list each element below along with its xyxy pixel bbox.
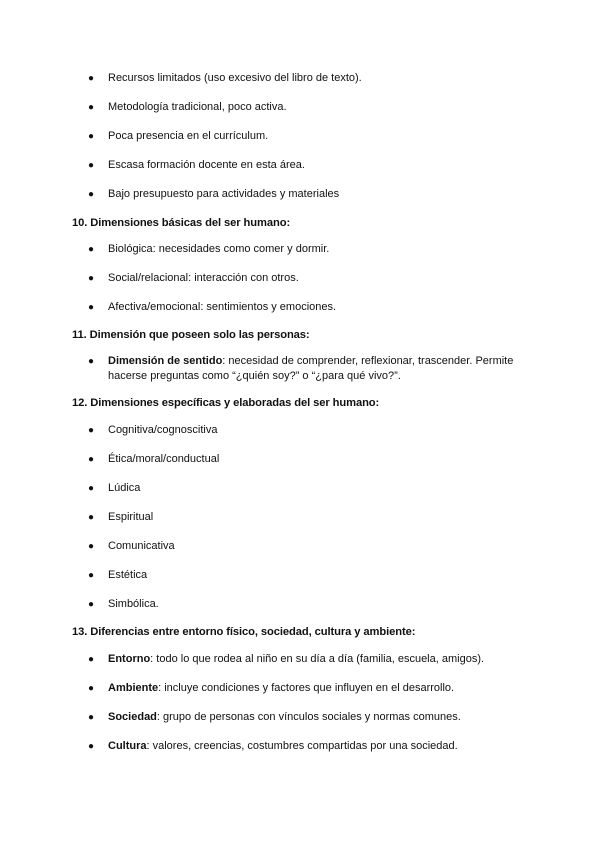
bullet-icon: ● xyxy=(88,570,95,581)
section-11-list xyxy=(72,354,540,384)
list-item: ● Lúdica xyxy=(88,482,141,494)
section-13-items xyxy=(72,652,540,754)
term: Sociedad xyxy=(108,711,157,723)
section-10 xyxy=(72,217,540,229)
top-list xyxy=(72,71,540,202)
section-10-list xyxy=(72,242,540,315)
section-12-items xyxy=(72,423,540,612)
list-item: ● Escasa formación docente en esta área. xyxy=(88,159,305,171)
section-heading: 12. Dimensiones específicas y elaboradas del ser humano: xyxy=(72,397,380,409)
list-item: ● Ambiente: incluye condiciones y factores que influyen en el desarrollo. xyxy=(88,682,455,694)
section-heading: 13. Diferencias entre entorno físico, sociedad, cultura y ambiente: xyxy=(72,626,416,638)
bullet-icon: ● xyxy=(88,356,95,367)
list-item: ● Dimensión de sentido: necesidad de comprender, reflexionar, trascender. Permite hacerse preguntas como “¿quién soy?” o “¿para qué vivo?”. xyxy=(88,355,514,382)
bullet-icon: ● xyxy=(88,189,95,200)
bullet-icon: ● xyxy=(88,160,95,171)
bullet-icon: ● xyxy=(88,599,95,610)
section-12-list xyxy=(72,423,540,612)
bullet-icon: ● xyxy=(88,425,95,436)
list-item: ● Estética xyxy=(88,569,148,581)
list-item: ● Entorno: todo lo que rodea al niño en su día a día (familia, escuela, amigos). xyxy=(88,653,485,665)
bullet-icon: ● xyxy=(88,273,95,284)
list-item: ● Ética/moral/conductual xyxy=(88,453,220,465)
bullet-icon: ● xyxy=(88,131,95,142)
section-10-items xyxy=(72,242,540,315)
bullet-icon: ● xyxy=(88,483,95,494)
list-item: ● Afectiva/emocional: sentimientos y emociones. xyxy=(88,301,337,313)
list-item: ● Metodología tradicional, poco activa. xyxy=(88,101,287,113)
list-item: ● Espiritual xyxy=(88,511,154,523)
list-item: ● Cognitiva/cognoscitiva xyxy=(88,424,218,436)
section-13 xyxy=(72,626,540,638)
section-11-items xyxy=(72,354,540,384)
term: Entorno xyxy=(108,653,151,665)
section-11 xyxy=(72,329,540,341)
bullet-icon: ● xyxy=(88,541,95,552)
list-item: ● Comunicativa xyxy=(88,540,175,552)
top-list-section xyxy=(72,71,540,202)
list-item: ● Social/relacional: interacción con otros. xyxy=(88,272,299,284)
term: Cultura xyxy=(108,740,147,752)
list-item: ● Biológica: necesidades como comer y dormir. xyxy=(88,243,330,255)
list-item: ● Cultura: valores, creencias, costumbres compartidas por una sociedad. xyxy=(88,740,458,752)
bullet-icon: ● xyxy=(88,102,95,113)
bullet-icon: ● xyxy=(88,712,95,723)
bullet-icon: ● xyxy=(88,654,95,665)
section-heading: 11. Dimensión que poseen solo las personas: xyxy=(72,329,310,341)
list-item: ● Bajo presupuesto para actividades y materiales xyxy=(88,188,340,200)
bullet-icon: ● xyxy=(88,683,95,694)
section-heading: 10. Dimensiones básicas del ser humano: xyxy=(72,217,291,229)
bullet-icon: ● xyxy=(88,454,95,465)
bullet-icon: ● xyxy=(88,244,95,255)
bullet-icon: ● xyxy=(88,512,95,523)
section-13-list xyxy=(72,652,540,754)
list-item: ● Recursos limitados (uso excesivo del libro de texto). xyxy=(88,72,362,84)
list-item: ● Simbólica. xyxy=(88,598,159,610)
bullet-icon: ● xyxy=(88,302,95,313)
term: Ambiente xyxy=(108,682,159,694)
list-item: ● Poca presencia en el currículum. xyxy=(88,130,269,142)
bullet-icon: ● xyxy=(88,73,95,84)
bullet-icon: ● xyxy=(88,741,95,752)
section-12 xyxy=(72,397,540,409)
term: Dimensión de sentido xyxy=(108,355,223,367)
list-item: ● Sociedad: grupo de personas con vínculos sociales y normas comunes. xyxy=(88,711,461,723)
